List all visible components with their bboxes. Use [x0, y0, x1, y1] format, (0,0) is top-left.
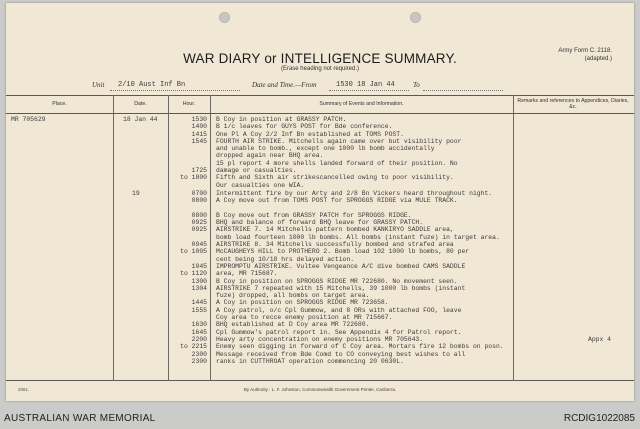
- column-divider: [513, 95, 514, 381]
- diary-sheet: [6, 3, 634, 401]
- diary-table: [6, 95, 634, 381]
- column-divider: [113, 95, 114, 381]
- remarks-column-header: Remarks and references to Appendices, Diaries, &c.: [517, 98, 629, 110]
- to-underline: [423, 81, 503, 91]
- form-subtitle: (Erase heading not required.): [280, 66, 360, 72]
- column-divider: [210, 95, 211, 381]
- date-entry: 18 Jan 44: [123, 116, 158, 123]
- watermark-bar: [0, 408, 640, 429]
- printer-authority: By Authority : L. F. Johnston, Commonwealth Government Printer, Canberra.: [243, 387, 397, 392]
- hour-entries: 0700 0800 0800 0925 0925 0945 to 1005 1045 to 1120 1300 1304 1445 1555 1630 1645 2200 to 2215 2300 2300: [180, 190, 207, 365]
- form-title: WAR DIARY or INTELLIGENCE SUMMARY.: [183, 51, 457, 66]
- summary-entries: Intermittent fire by our Arty and 2/8 Bn Vickers heard throughout night. A Coy move out from TOMS POST for SPROGGS RIDGE via MULE TRACK. B Coy move out from GRASSY PATCH for SPROGGS RIDGE. BHQ and balance of forward BHQ leave for GRASSY PATCH. AIRSTRIKE 7. 14 Mitchells pattern bombed KANKIRYO SADDLE area, bomb load fourteen 1000 lb bombs. All bombs (instant fuze) in target area. AIRSTRIKE 8. 34 Mitchells successfully bombed and strafed area McCAUGHEYS HILL to PROTHERO 2. Bomb load 102 1000 lb bombs, 80 per cent being 10/18 hrs delayed action. IMPROMPTU AIRSTRIKE. Vultee Vengeance A/C dive bombed CAMS SADDLE area, MR 715687. B Coy in position on SPROGGS RIDGE MR 722680. No movement seen. AIRSTRIKE 7 repeated with 15 Mitchells, 39 1000 lb bombs (instant fuze) dropped, all bombs on target area. A Coy in position on SPROGGS RIDGE MR 723658. A Coy patrol, o/c Cpl Gummow, and 8 ORs with attached FOO, leave Coy area to recce enemy position at MR 715667. BHQ established at D Coy area MR 722680. Cpl Gummow's patrol report in. See Appendix 4 for Patrol report. Heavy arty concentration on enemy positions MR 705643. Enemy seen digging in forward of C Coy area. Mortars fire 12 bombs on posn. Message received from Bde Comd to CO conveying best wishes to all ranks in CUTTHROAT operation commencing 20 0630L.: [216, 190, 504, 365]
- punch-hole: [410, 12, 421, 23]
- watermark-id: RCDIG1022085: [563, 413, 635, 424]
- to-label: To: [413, 81, 420, 89]
- unit-label: Unit: [92, 81, 105, 89]
- date-column-header: Date.: [134, 101, 147, 107]
- summary-column-header: Summary of Events and Information.: [319, 101, 404, 107]
- hour-entries: 1530 1400 1415 1545 1725 to 1800: [180, 116, 207, 182]
- form-number-label: Army Form C. 2118.: [558, 48, 612, 54]
- hour-column-header: Hour.: [182, 101, 196, 107]
- punch-hole: [219, 12, 230, 23]
- table-bottom-rule: [6, 380, 634, 381]
- from-value: 1530 18 Jan 44: [336, 81, 395, 89]
- place-entry: MR 705629: [11, 116, 46, 123]
- place-column-header: Place.: [52, 101, 67, 107]
- summary-entries: B Coy in position at GRASSY PATCH. B 1/c leaves for GUYS POST for Bde conference. One Pl A Coy 2/2 Inf Bn established at TOMS POST. FOURTH AIR STRIKE. Mitchells again came over but visibility poor and unable to bomb., except one 1000 lb bomb accidentally dropped again near BHQ area. 15 pl report 4 more shells landed forward of their position. No damage or casualties. Fifth and Sixth air strikescancelled owing to poor visibility. Our casualties one WIA.: [216, 116, 462, 189]
- remark-entry: Appx 4: [588, 336, 612, 343]
- unit-value: 2/10 Aust Inf Bn: [118, 81, 186, 89]
- column-divider: [168, 95, 169, 381]
- date-entry: 19: [132, 190, 140, 197]
- printer-code: 2061.: [18, 387, 30, 392]
- watermark-source: AUSTRALIAN WAR MEMORIAL: [4, 413, 156, 424]
- header-fields: [6, 81, 634, 93]
- header-rule: [6, 113, 634, 114]
- form-adapted-label: (adapted.): [584, 56, 612, 62]
- datetime-label: Date and Time.—From: [252, 81, 317, 89]
